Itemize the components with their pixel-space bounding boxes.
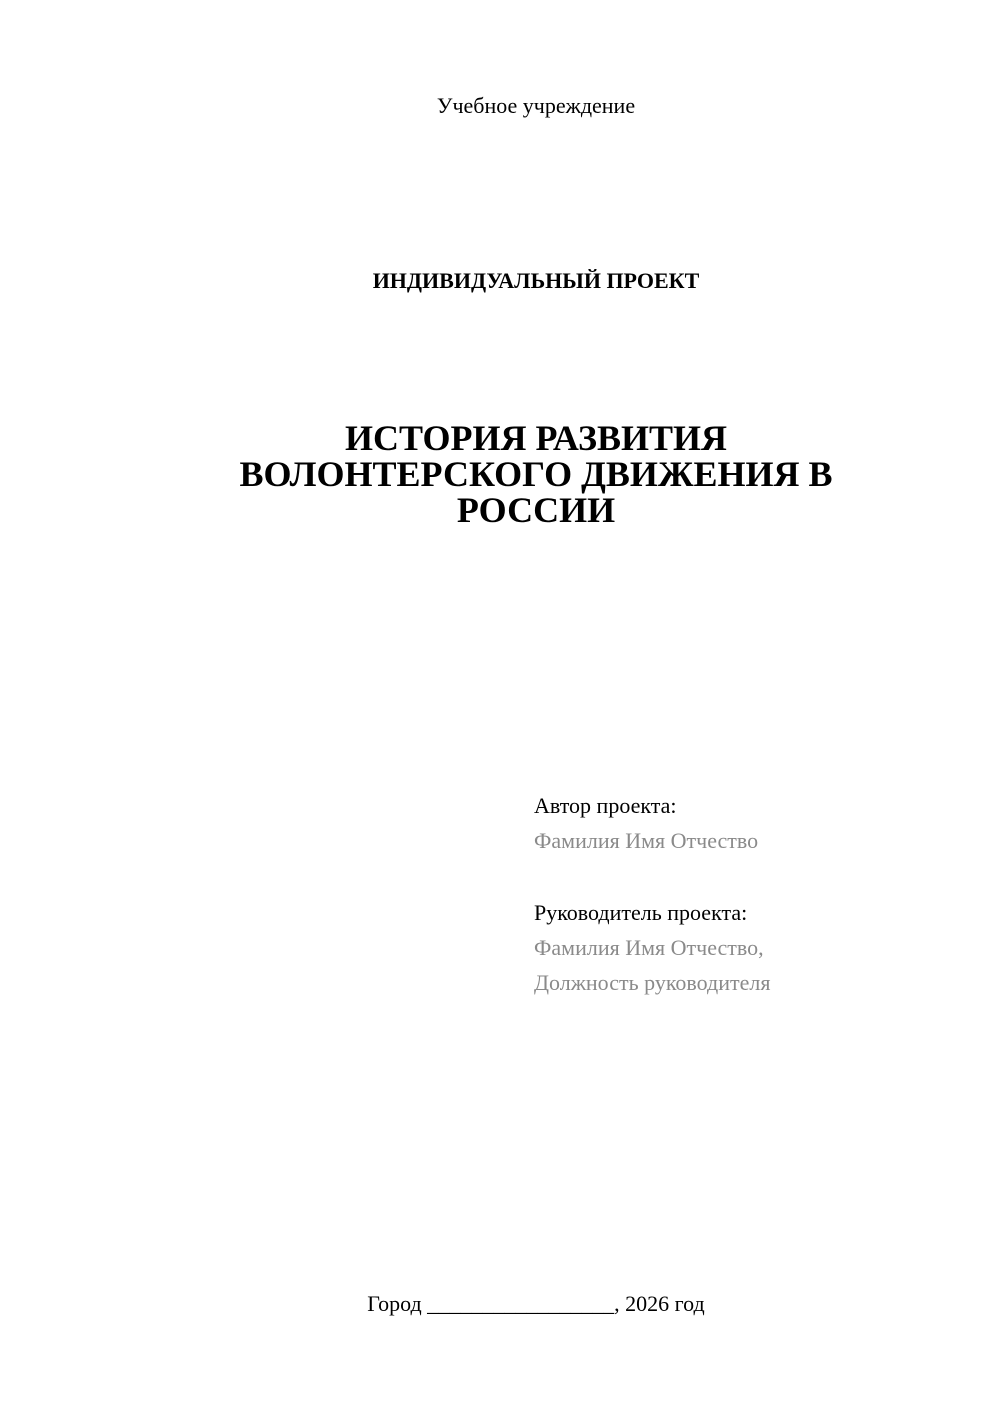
- credits-block: [534, 788, 974, 1000]
- supervisor-position: Должность руководителя: [534, 970, 771, 995]
- author-label: Автор проекта:: [534, 793, 677, 818]
- author-name: Фамилия Имя Отчество: [534, 828, 759, 853]
- document-title: [200, 420, 872, 528]
- title-line-1: ИСТОРИЯ РАЗВИТИЯ: [344, 418, 728, 458]
- title-line-2: ВОЛОНТЕРСКОГО ДВИЖЕНИЯ В: [239, 454, 833, 494]
- institution-name: Учебное учреждение: [436, 93, 636, 118]
- city-year-line: Город _________________, 2026 год: [367, 1291, 705, 1316]
- credits-spacer: [534, 858, 974, 895]
- supervisor-label: Руководитель проекта:: [534, 900, 748, 925]
- supervisor-name: Фамилия Имя Отчество,: [534, 935, 764, 960]
- title-line-3: РОССИИ: [456, 490, 616, 530]
- document-type: ИНДИВИДУАЛЬНЫЙ ПРОЕКТ: [372, 268, 700, 293]
